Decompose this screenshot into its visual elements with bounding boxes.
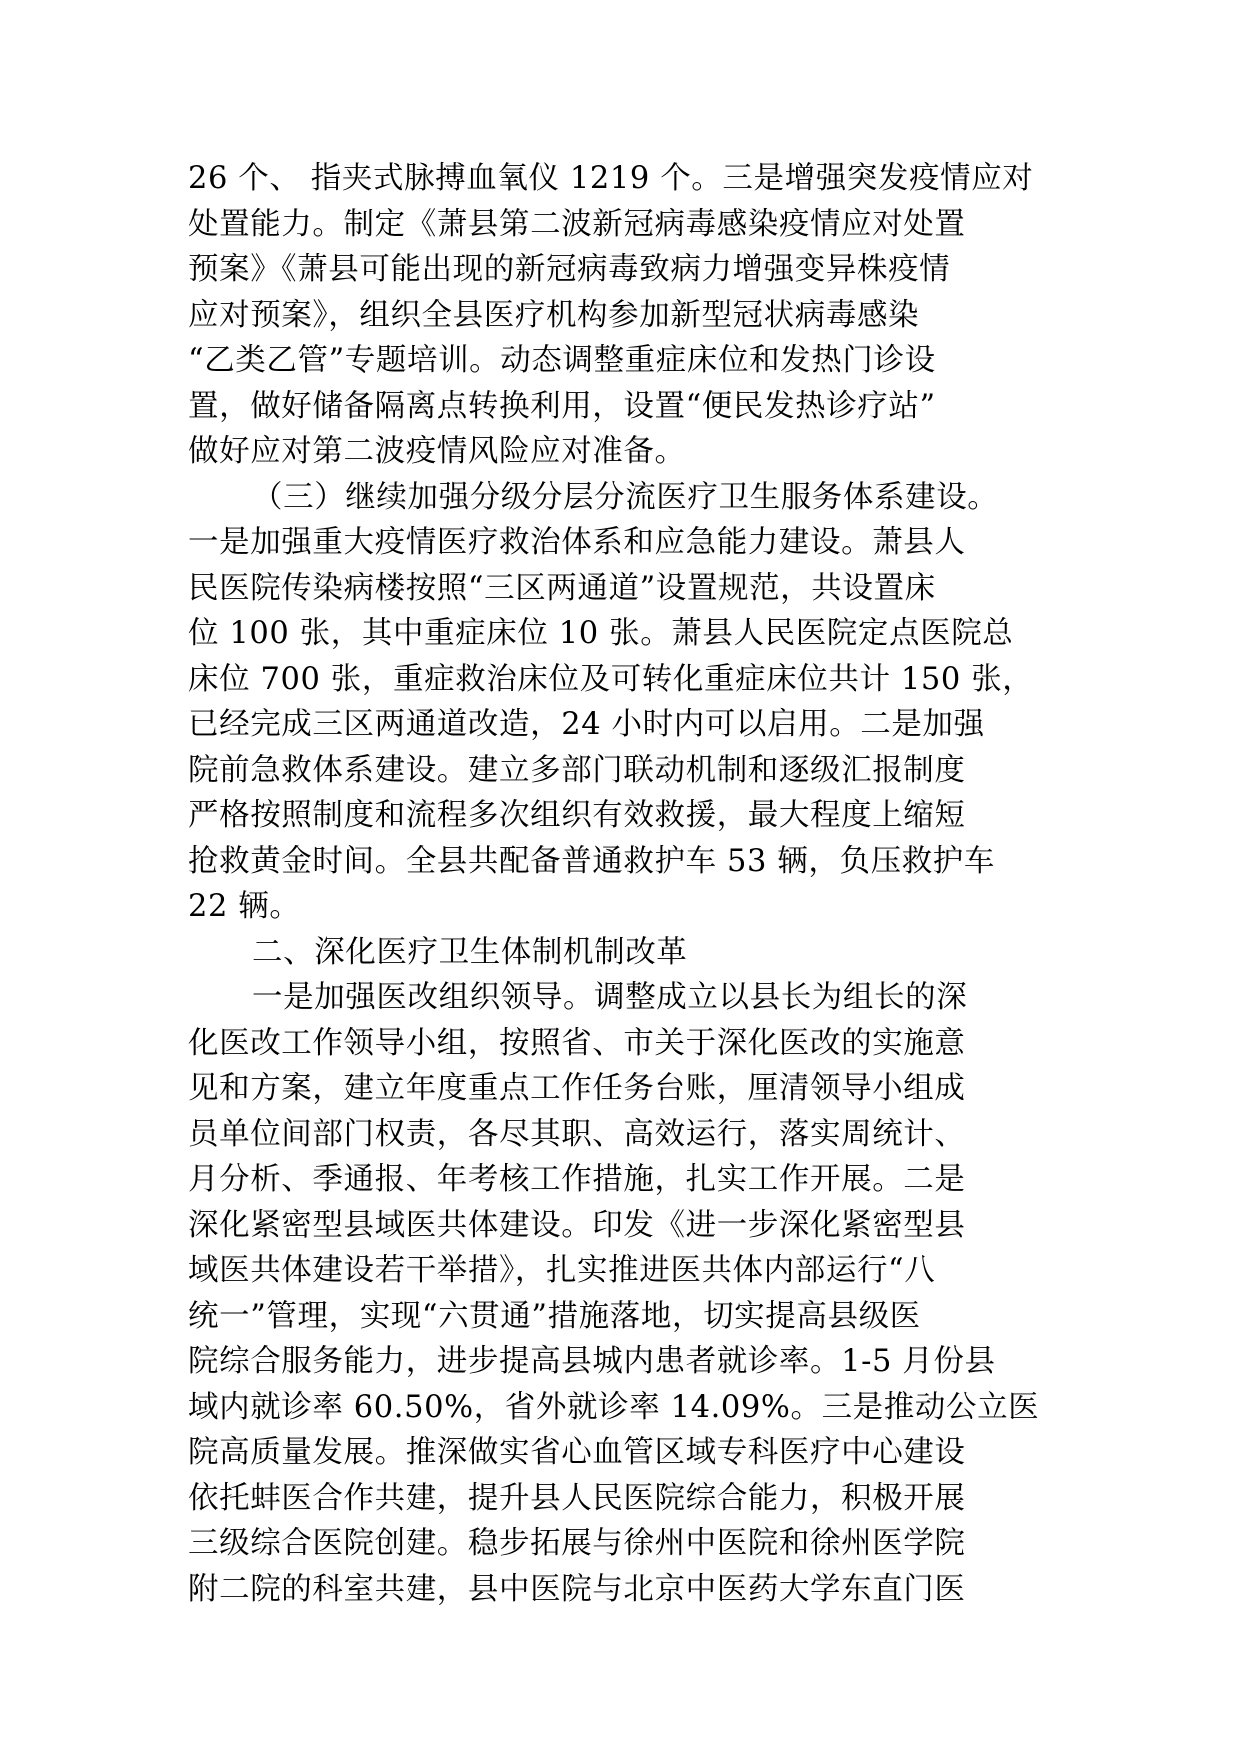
text-line: 统一”管理，实现“六贯通”措施落地，切实提高县级医: [188, 1298, 921, 1334]
text-line: 院综合服务能力，进步提高县城内患者就诊率。1-5 月份县: [188, 1344, 996, 1379]
text-line: 院前急救体系建设。建立多部门联动机制和逐级汇报制度: [188, 752, 966, 788]
text-line: 22 辆。: [188, 889, 301, 924]
text-line: 一是加强重大疫情医疗救治体系和应急能力建设。萧县人: [188, 525, 966, 560]
text-line: 做好应对第二波疫情风险应对准备。: [188, 434, 686, 469]
text-line: （三）继续加强分级分层分流医疗卫生服务体系建设。: [252, 479, 999, 515]
text-line: 床位 700 张，重症救治床位及可转化重症床位共计 150 张，: [188, 661, 1034, 697]
text-line: 域医共体建设若干举措》，扎实推进医共体内部运行“八: [188, 1253, 936, 1288]
text-line: 位 100 张，其中重症床位 10 张。萧县人民医院定点医院总: [188, 616, 1014, 651]
text-line: 二、深化医疗卫生体制机制改革: [252, 934, 688, 970]
text-line: 一是加强医改组织领导。调整成立以县长为组长的深: [252, 980, 968, 1015]
text-line: 抢救黄金时间。全县共配备普通救护车 53 辆，负压救护车: [188, 843, 995, 879]
text-line: 预案》《萧县可能出现的新冠病毒致病力增强变异株疫情: [188, 252, 951, 287]
text-line: 民医院传染病楼按照“三区两通道”设置规范，共设置床: [188, 570, 936, 606]
text-line: “乙类乙管”专题培训。动态调整重症床位和发热门诊设: [188, 343, 936, 378]
text-line: 依托蚌医合作共建，提升县人民医院综合能力，积极开展: [188, 1480, 966, 1516]
document-body: [188, 156, 1068, 1612]
text-line: 已经完成三区两通道改造，24 小时内可以启用。二是加强: [188, 707, 985, 742]
text-line: 处置能力。制定《萧县第二波新冠病毒感染疫情应对处置: [188, 206, 966, 242]
text-line: 深化紧密型县域医共体建设。印发《进一步深化紧密型县: [188, 1207, 966, 1243]
text-line: 见和方案，建立年度重点工作任务台账，厘清领导小组成: [188, 1071, 966, 1106]
text-line: 域内就诊率 60.50%，省外就诊率 14.09%。三是推动公立医: [188, 1389, 1040, 1425]
text-line: 26 个、 指夹式脉搏血氧仪 1219 个。三是增强突发疫情应对: [188, 161, 1034, 196]
text-line: 员单位间部门权责，各尽其职、高效运行，落实周统计、: [188, 1116, 966, 1152]
text-line: 置，做好储备隔离点转换利用，设置“便民发热诊疗站”: [188, 388, 936, 424]
text-line: 院高质量发展。推深做实省心血管区域专科医疗中心建设: [188, 1435, 966, 1470]
text-line: 化医改工作领导小组，按照省、市关于深化医改的实施意: [188, 1025, 966, 1061]
text-line: 三级综合医院创建。稳步拓展与徐州中医院和徐州医学院: [188, 1526, 966, 1561]
text-line: 附二院的科室共建，县中医院与北京中医药大学东直门医: [188, 1571, 966, 1607]
text-line: 月分析、季通报、年考核工作措施，扎实工作开展。二是: [188, 1162, 966, 1197]
text-line: 应对预案》，组织全县医疗机构参加新型冠状病毒感染: [188, 297, 920, 333]
text-line: 严格按照制度和流程多次组织有效救援，最大程度上缩短: [188, 798, 966, 833]
